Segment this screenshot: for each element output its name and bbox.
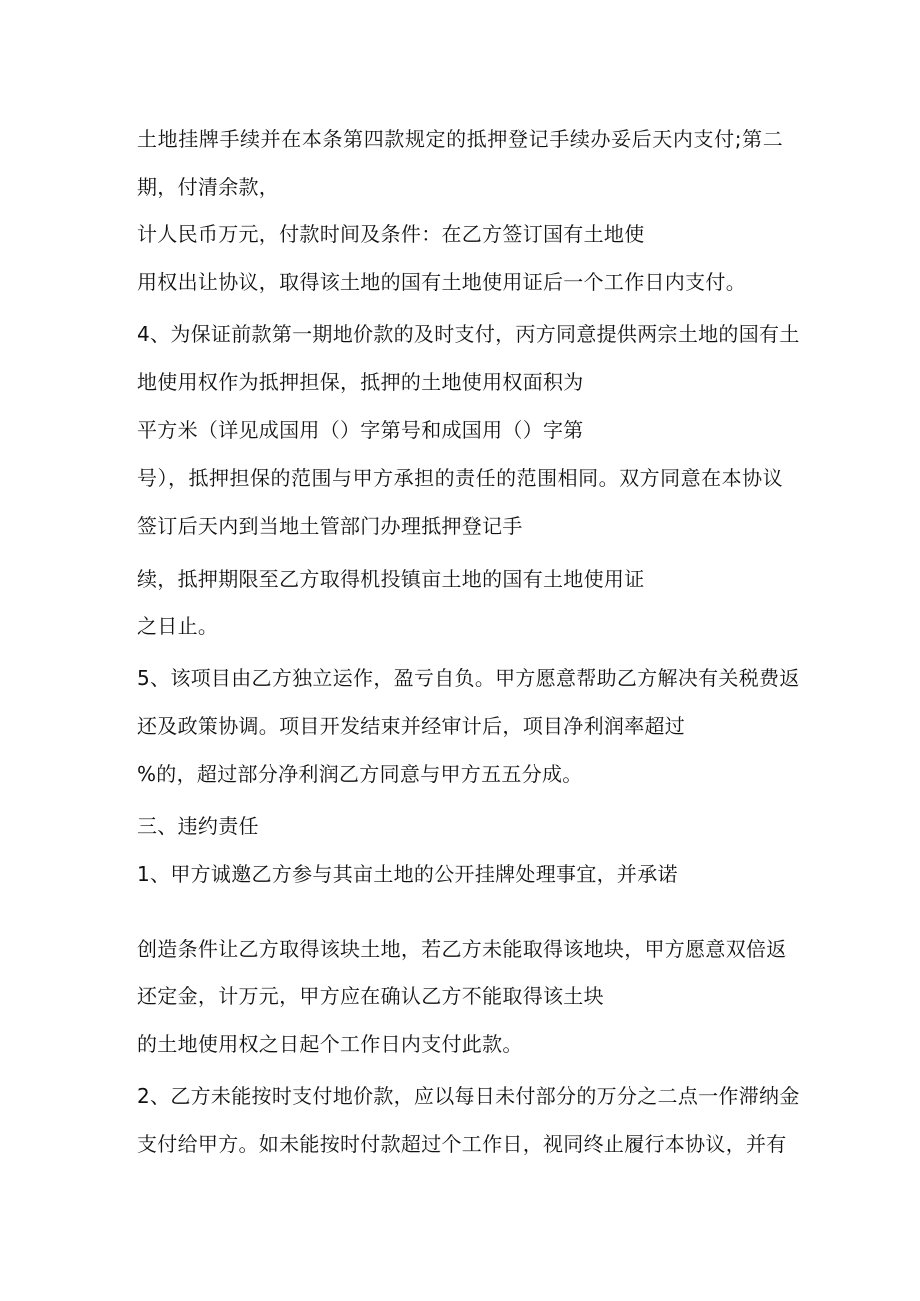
text-line: %的，超过部分净利润乙方同意与甲方五五分成。 <box>137 762 583 786</box>
text-line: 1、甲方诚邀乙方参与其亩土地的公开挂牌处理事宜，并承诺 <box>137 862 678 886</box>
text-line: 平方米（详见成国用（）字第号和成国用（）字第 <box>137 418 584 442</box>
text-line: 续，抵押期限至乙方取得机投镇亩土地的国有土地使用证 <box>137 567 645 591</box>
text-line: 还及政策协调。项目开发结束并经审计后，项目净利润率超过 <box>137 714 686 738</box>
text-line: 期，付清余款， <box>137 175 280 199</box>
text-line: 2、乙方未能按时支付地价款，应以每日未付部分的万分之二点一作滞纳金 <box>137 1084 800 1108</box>
text-line: 还定金，计万元，甲方应在确认乙方不能取得该土块 <box>137 984 604 1008</box>
text-line: 5、该项目由乙方独立运作，盈亏自负。甲方愿意帮助乙方解决有关税费返 <box>137 666 800 690</box>
text-line: 的土地使用权之日起个工作日内支付此款。 <box>137 1032 523 1056</box>
text-line: 4、为保证前款第一期地价款的及时支付，丙方同意提供两宗土地的国有土 <box>137 322 800 346</box>
text-line: 土地挂牌手续并在本条第四款规定的抵押登记手续办妥后天内支付;第二 <box>137 127 783 151</box>
text-line: 用权出让协议，取得该土地的国有土地使用证后一个工作日内支付。 <box>137 270 746 294</box>
text-line: 号），抵押担保的范围与甲方承担的责任的范围相同。双方同意在本协议 <box>137 466 783 490</box>
text-line: 支付给甲方。如未能按时付款超过个工作日，视同终止履行本协议，并有 <box>137 1132 787 1156</box>
text-line: 创造条件让乙方取得该块土地，若乙方未能取得该地块，甲方愿意双倍返 <box>137 937 787 961</box>
text-line: 签订后天内到当地土管部门办理抵押登记手 <box>137 514 523 538</box>
text-line: 之日止。 <box>137 614 219 638</box>
section-heading: 三、违约责任 <box>137 814 259 838</box>
text-line: 地使用权作为抵押担保，抵押的土地使用权面积为 <box>137 370 584 394</box>
text-line: 计人民币万元，付款时间及条件：在乙方签订国有土地使 <box>137 222 645 246</box>
